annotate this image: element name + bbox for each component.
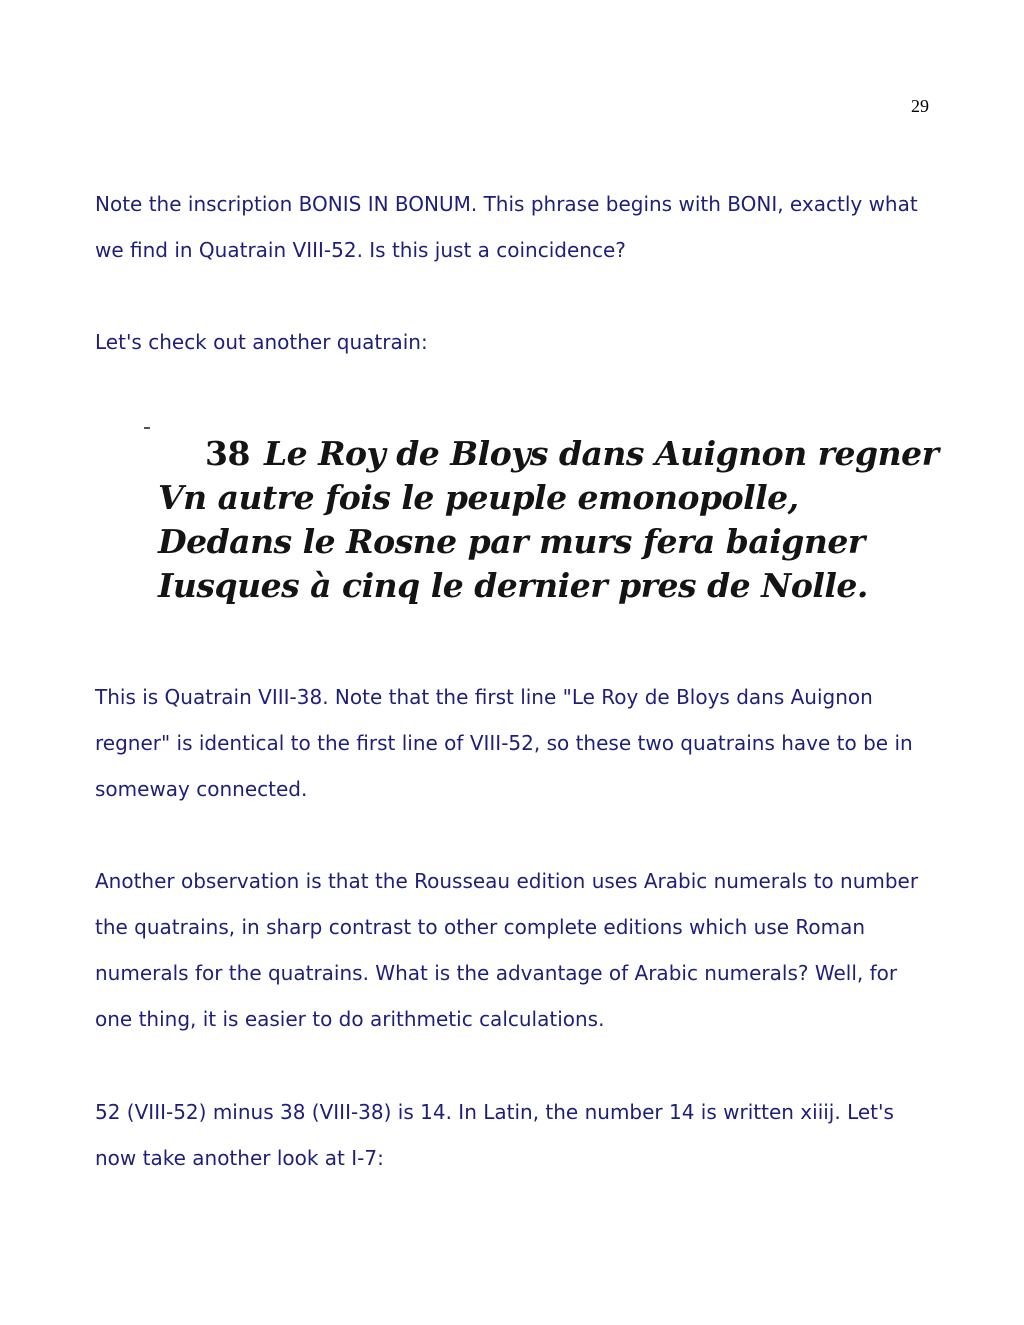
paragraph-quatrain-viii-38: This is Quatrain VIII-38. Note that the first line "Le Roy de Bloys dans Auignon regner" is identical to the first line of VIII-52, so these two quatrains have to be in someway connected. (95, 685, 913, 801)
quatrain-scan-image (140, 418, 939, 628)
quatrain-number: 38 (205, 434, 250, 473)
paragraph-another-quatrain: Let's check out another quatrain: (95, 330, 428, 354)
paragraph-bonis-inscription: Note the inscription BONIS IN BONUM. This phrase begins with BONI, exactly what we find in Quatrain VIII-52. Is this just a coincidence? (95, 192, 918, 262)
quatrain-line-2: Vn autre fois le peuple emonopolle, (158, 478, 799, 517)
scan-speck (144, 427, 150, 429)
paragraph-calculation: 52 (VIII-52) minus 38 (VIII-38) is 14. In Latin, the number 14 is written xiiij. Let's now take another look at I-7: (95, 1100, 894, 1170)
quatrain-line-4: Iusques à cinq le dernier pres de Nolle. (158, 566, 868, 605)
paragraph-arabic-numerals: Another observation is that the Rousseau edition uses Arabic numerals to number the quatrains, in sharp contrast to other complete editions which use Roman numerals for the quatrains. What is the advantage of Arabic numerals? Well, for one thing, it is easier to do arithmetic calculations. (95, 869, 919, 1031)
quatrain-line-1-text: Le Roy de Bloys dans Auignon regner (263, 434, 939, 473)
quatrain-line-3: Dedans le Rosne par murs fera baigner (158, 522, 865, 561)
quatrain-line-1 (205, 434, 939, 473)
page-number: 29 (911, 96, 929, 116)
